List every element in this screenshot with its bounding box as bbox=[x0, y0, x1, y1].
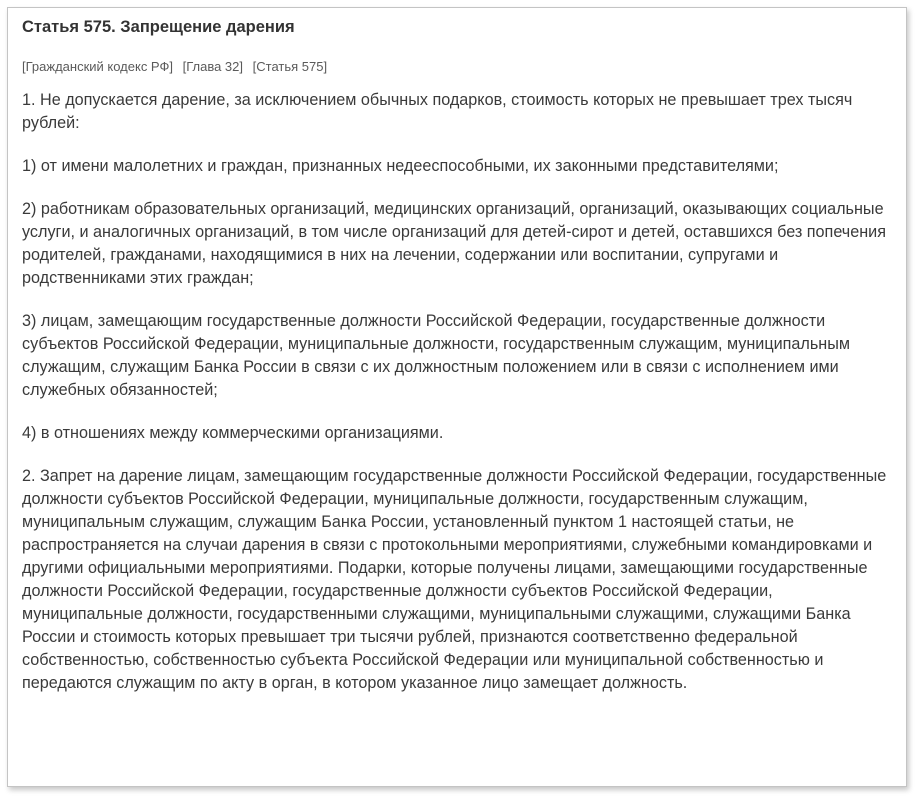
breadcrumb-link-article[interactable]: [Статья 575] bbox=[252, 59, 328, 74]
breadcrumb bbox=[22, 58, 894, 76]
paragraph-1-item-1: 1) от имени малолетних и граждан, признанных недееспособными, их законными представителями; bbox=[22, 157, 779, 175]
paragraph-1-item-4: 4) в отношениях между коммерческими организациями. bbox=[22, 424, 444, 442]
paragraph-1-item-2: 2) работникам образовательных организаций, медицинских организаций, организаций, оказывающих социальные услуги, и аналогичных организаций, в том числе организаций для детей-сирот и детей, оставшихся без попечения родителей, гражданами, находящимися в них на лечении, содержании или воспитании, супругами и родственниками этих граждан; bbox=[22, 200, 886, 287]
paragraph-1: 1. Не допускается дарение, за исключением обычных подарков, стоимость которых не превышает трех тысяч рублей: bbox=[22, 91, 853, 132]
paragraph-2: 2. Запрет на дарение лицам, замещающим государственные должности Российской Федерации, государственные должности субъектов Российской Федерации, муниципальные должности, государственным служащим, муниципальным служащим, служащим Банка России, установленный пунктом 1 настоящей статьи, не распространяется на случаи дарения в связи с протокольными мероприятиями, служебными командировками и другими официальными мероприятиями. Подарки, которые получены лицами, замещающими государственные должности Российской Федерации, государственные должности субъектов Российской Федерации, муниципальные должности, государственными служащими, муниципальными служащими, служащими Банка России и стоимость которых превышает три тысячи рублей, признаются соответственно федеральной собственностью, собственностью субъекта Российской Федерации или муниципальной собственностью и передаются служащим по акту в орган, в котором указанное лицо замещает должность. bbox=[22, 467, 887, 692]
paragraph-1-item-3: 3) лицам, замещающим государственные должности Российской Федерации, государственные должности субъектов Российской Федерации, муниципальные должности, государственным служащим, муниципальным служащим, служащим Банка России в связи с их должностным положением или в связи с исполнением ими служебных обязанностей; bbox=[22, 312, 851, 399]
article-frame bbox=[7, 7, 907, 787]
breadcrumb-link-chapter[interactable]: [Глава 32] bbox=[182, 59, 244, 74]
breadcrumb-link-code[interactable]: [Гражданский кодекс РФ] bbox=[22, 59, 173, 74]
article-title: Статья 575. Запрещение дарения bbox=[22, 18, 295, 36]
